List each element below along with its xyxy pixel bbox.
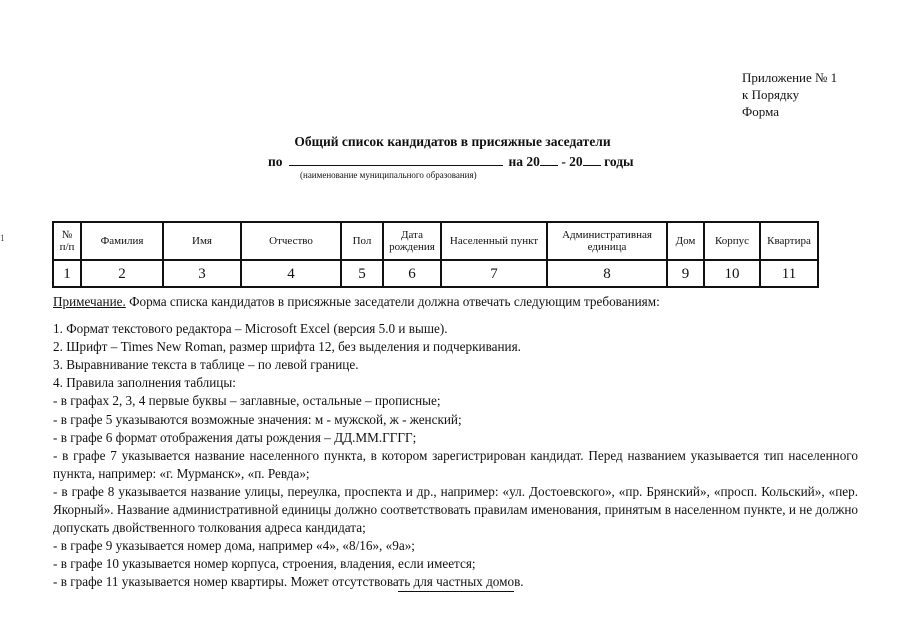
column-number: 11 xyxy=(760,260,818,287)
table-header-row xyxy=(53,222,818,260)
candidates-table xyxy=(52,221,819,288)
notes-label: Примечание. xyxy=(53,294,126,309)
column-number: 9 xyxy=(667,260,704,287)
document-title: Общий список кандидатов в присяжные заседатели xyxy=(294,134,611,149)
header-cell: Фамилия xyxy=(81,222,163,260)
title-period-line xyxy=(268,153,634,170)
appendix-heading xyxy=(742,69,837,120)
column-number: 1 xyxy=(53,260,81,287)
header-cell: Дом xyxy=(667,222,704,260)
note-item: 4. Правила заполнения таблицы: xyxy=(53,375,236,391)
note-item: 3. Выравнивание текста в таблице – по левой границе. xyxy=(53,357,359,373)
header-cell: Дата рождения xyxy=(383,222,441,260)
note-item: - в графах 2, 3, 4 первые буквы – заглавные, остальные – прописные; xyxy=(53,393,441,409)
header-cell: Отчество xyxy=(241,222,341,260)
column-number: 10 xyxy=(704,260,760,287)
municipality-hint: (наименование муниципального образования) xyxy=(300,170,477,180)
column-number: 5 xyxy=(341,260,383,287)
note-item: - в графе 11 указывается номер квартиры. Может отсутствовать для частных домов. xyxy=(53,574,524,590)
column-number: 7 xyxy=(441,260,547,287)
title-prefix: по xyxy=(268,154,283,169)
header-cell: № п/п xyxy=(53,222,81,260)
note-item: - в графе 5 указываются возможные значения: м - мужской, ж - женский; xyxy=(53,411,462,427)
appendix-number: Приложение № 1 xyxy=(742,70,838,85)
notes-section xyxy=(53,293,858,592)
column-number: 8 xyxy=(547,260,667,287)
title-year-end: - 20 xyxy=(557,154,583,169)
header-cell: Квартира xyxy=(760,222,818,260)
margin-mark: 1 xyxy=(0,233,5,243)
year-end-blank xyxy=(583,153,601,166)
municipality-blank xyxy=(289,153,503,166)
note-item: - в графе 10 указывается номер корпуса, строения, владения, если имеется; xyxy=(53,556,476,572)
header-cell: Административная единица xyxy=(547,222,667,260)
title-year-start: на 20 xyxy=(508,154,540,169)
column-number: 4 xyxy=(241,260,341,287)
header-cell: Пол xyxy=(341,222,383,260)
column-number: 3 xyxy=(163,260,241,287)
year-start-blank xyxy=(540,153,558,166)
title-suffix: годы xyxy=(600,154,634,169)
end-rule xyxy=(398,591,514,592)
notes-intro xyxy=(53,293,858,311)
column-number: 2 xyxy=(81,260,163,287)
notes-intro-text: Форма списка кандидатов в присяжные заседатели должна отвечать следующим требованиям: xyxy=(125,294,660,309)
column-number: 6 xyxy=(383,260,441,287)
note-item: - в графе 6 формат отображения даты рождения – ДД.ММ.ГГГГ; xyxy=(53,429,417,445)
note-item: 1. Формат текстового редактора – Microsoft Excel (версия 5.0 и выше). xyxy=(53,321,448,337)
header-cell: Населенный пункт xyxy=(441,222,547,260)
note-item: - в графе 9 указывается номер дома, например «4», «8/16», «9а»; xyxy=(53,538,415,554)
note-item: 2. Шрифт – Times New Roman, размер шрифта 12, без выделения и подчеркивания. xyxy=(53,339,521,355)
table-number-row xyxy=(53,260,818,287)
notes-gap xyxy=(53,311,858,320)
note-item: - в графе 8 указывается название улицы, переулка, проспекта и др., например: «ул. Достоевского», «пр. Брянский», «просп. Кольский», «пер. Якорный». Название административной единицы должно соответствовать правилам именования, принятым в населенном пункте, и не должно допускать двойственного толкования адреса кандидата; xyxy=(53,483,858,536)
header-cell: Корпус xyxy=(704,222,760,260)
appendix-order: к Порядку xyxy=(742,87,800,102)
note-item: - в графе 7 указывается название населенного пункта, в котором зарегистрирован кандидат. Перед названием указывается тип населенного пункта, например: «г. Мурманск», «п. Ревда»; xyxy=(53,447,858,481)
header-cell: Имя xyxy=(163,222,241,260)
appendix-form: Форма xyxy=(742,104,779,119)
